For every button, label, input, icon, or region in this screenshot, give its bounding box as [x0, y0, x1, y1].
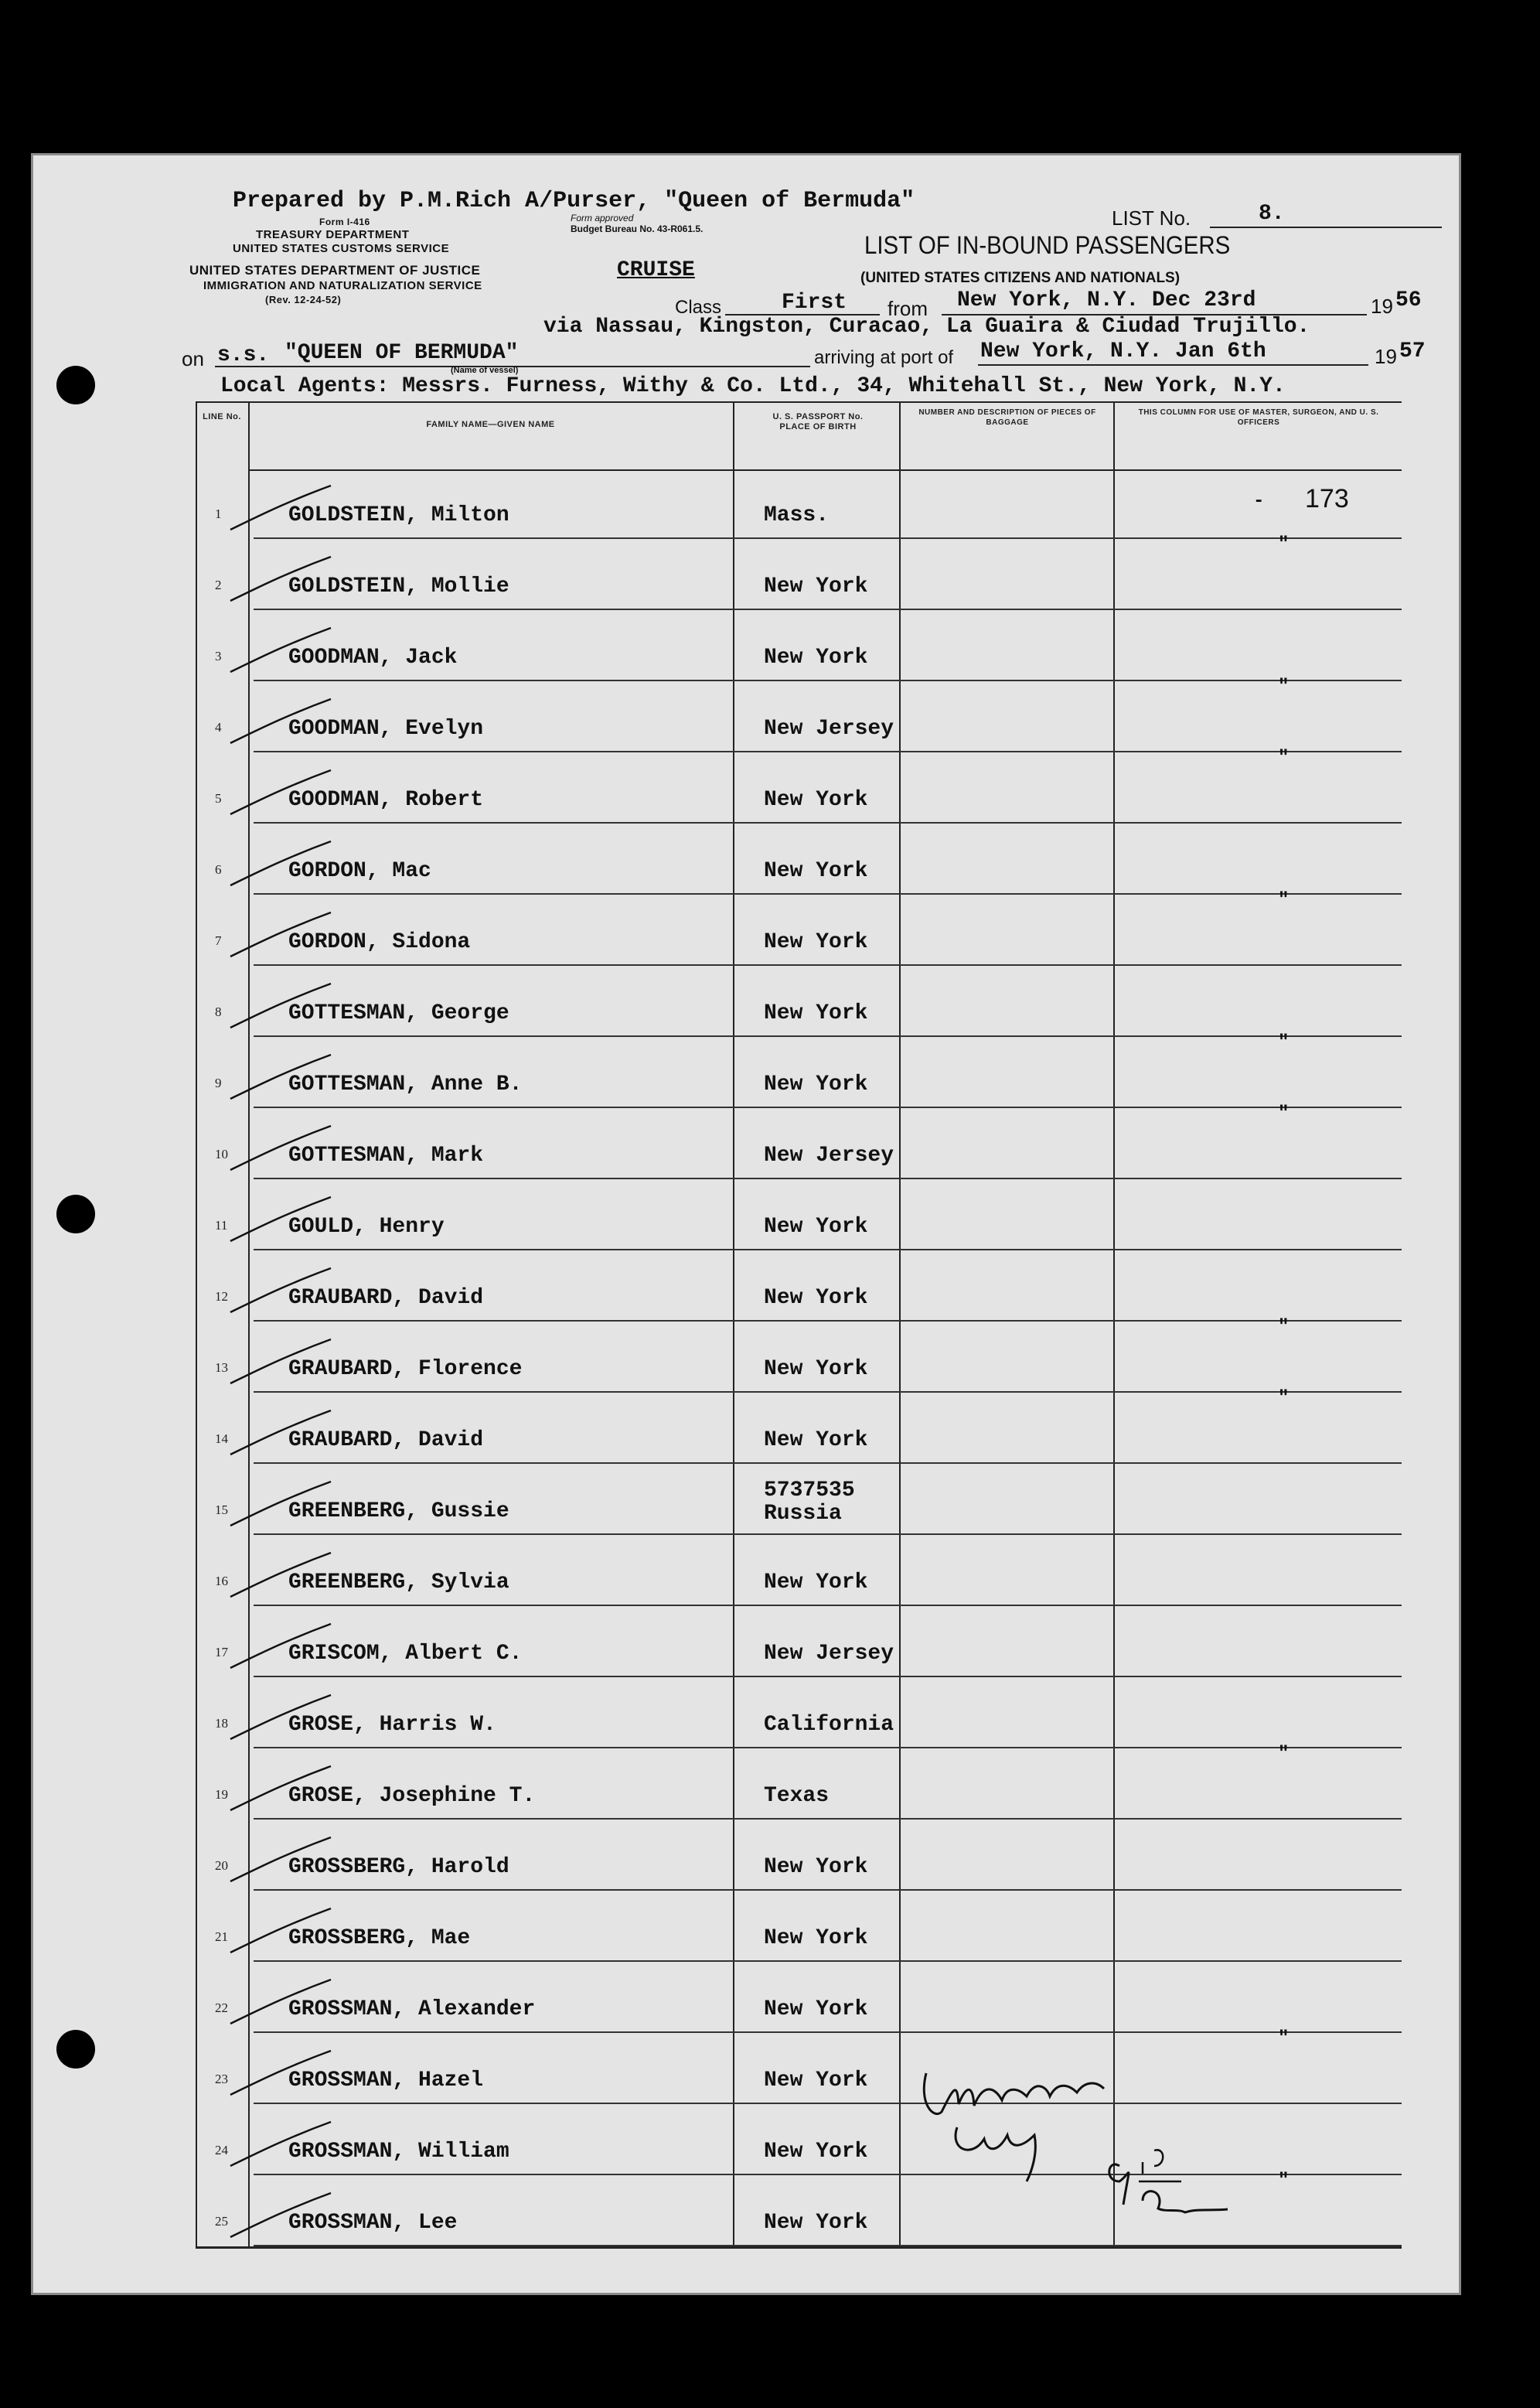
ss-label: s.s. — [217, 343, 270, 367]
birthplace: New York — [764, 2069, 868, 2093]
immigration-service: IMMIGRATION AND NATURALIZATION SERVICE — [203, 279, 482, 292]
arrival-year-suffix: 57 — [1399, 339, 1426, 363]
table-row — [196, 966, 1402, 1037]
handwritten-signature — [911, 2058, 1251, 2243]
birthplace: New York — [764, 788, 868, 812]
passport-number: 5737535 — [764, 1479, 855, 1502]
table-row — [196, 677, 1402, 752]
line-number: 7 — [215, 933, 222, 948]
table-row — [196, 1744, 1402, 1820]
table-top-border — [196, 401, 1402, 403]
document-subtitle: (UNITED STATES CITIZENS AND NATIONALS) — [860, 270, 1181, 286]
dept-of-justice: UNITED STATES DEPARTMENT OF JUSTICE — [189, 263, 481, 278]
col-header-baggage: NUMBER AND DESCRIPTION OF PIECES OF BAGGAGE — [918, 408, 1096, 427]
line-number: 14 — [215, 1431, 228, 1446]
line-number: 11 — [215, 1218, 228, 1233]
line-number: 15 — [215, 1502, 228, 1517]
birthplace: New York — [764, 1286, 868, 1310]
passenger-name: GRISCOM, Albert C. — [288, 1642, 523, 1666]
line-number: 9 — [215, 1076, 222, 1090]
line-number: 22 — [215, 2000, 228, 2015]
passenger-name: GOLDSTEIN, Mollie — [288, 575, 509, 599]
arriving-line — [978, 364, 1368, 366]
table-row — [196, 534, 1402, 610]
table-row — [196, 890, 1402, 966]
table-row — [196, 824, 1402, 895]
arrival-year-prefix: 19 — [1375, 345, 1397, 368]
line-number: 5 — [215, 791, 222, 806]
form-number: Form I-416 — [319, 217, 370, 227]
class-label: Class — [675, 297, 722, 318]
line-number: 3 — [215, 649, 222, 663]
document-page — [31, 153, 1461, 2295]
table-bottom-border — [196, 2246, 1402, 2249]
passenger-table — [196, 401, 1402, 2248]
birthplace: Russia — [764, 1502, 842, 1526]
table-row — [196, 1179, 1402, 1250]
passenger-name: GROSE, Harris W. — [288, 1713, 496, 1737]
passenger-name: GRAUBARD, David — [288, 1428, 484, 1452]
officer-mark: " — [1278, 1032, 1290, 1053]
row-rule — [254, 2245, 1402, 2246]
budget-bureau: Budget Bureau No. 43-R061.5. — [571, 223, 704, 234]
col-header-family-name: FAMILY NAME—GIVEN NAME — [426, 420, 555, 429]
table-row — [196, 1464, 1402, 1535]
col-header-line-no: LINE No. — [203, 412, 241, 421]
col-header-officers: THIS COLUMN FOR USE OF MASTER, SURGEON, AND U. S. OFFICERS — [1138, 408, 1379, 427]
passenger-name: GREENBERG, Gussie — [288, 1499, 509, 1523]
passenger-name: GOODMAN, Jack — [288, 646, 458, 670]
table-row — [196, 1606, 1402, 1677]
passenger-name: GROSSBERG, Harold — [288, 1855, 509, 1879]
birthplace: New York — [764, 1997, 868, 2021]
passenger-name: GOULD, Henry — [288, 1215, 445, 1239]
passenger-name: GROSSMAN, Alexander — [288, 1997, 536, 2021]
table-row — [196, 610, 1402, 681]
officer-mark: " — [1278, 534, 1290, 555]
from-year-suffix: 56 — [1395, 288, 1422, 312]
birthplace: New York — [764, 646, 868, 670]
birthplace: New York — [764, 859, 868, 883]
line-number: 16 — [215, 1574, 228, 1588]
customs-service: UNITED STATES CUSTOMS SERVICE — [233, 242, 450, 255]
officer-mark: " — [1278, 1744, 1290, 1765]
birthplace: Texas — [764, 1784, 830, 1808]
table-body — [196, 468, 1402, 2246]
line-number: 24 — [215, 2143, 228, 2157]
line-number: 21 — [215, 1929, 228, 1944]
punch-hole — [56, 1195, 95, 1233]
line-number: 19 — [215, 1787, 228, 1802]
passenger-name: GROSSMAN, William — [288, 2140, 509, 2164]
form-approved: Form approved — [571, 213, 634, 223]
passport-and-birthplace — [764, 1479, 855, 1526]
birthplace: New York — [764, 1001, 868, 1025]
passenger-name: GOTTESMAN, Anne B. — [288, 1073, 523, 1097]
birthplace: New Jersey — [764, 1642, 894, 1666]
class-value: First — [782, 291, 847, 315]
passenger-name: GOTTESMAN, Mark — [288, 1144, 484, 1168]
list-no-value: 8. — [1259, 202, 1285, 226]
passenger-name: GROSSBERG, Mae — [288, 1926, 471, 1950]
list-no-line — [1210, 227, 1442, 228]
officer-mark: " — [1278, 1388, 1290, 1409]
table-row — [196, 1250, 1402, 1322]
line-number: 10 — [215, 1147, 228, 1161]
officer-mark: " — [1278, 1103, 1290, 1124]
punch-hole — [56, 366, 95, 404]
from-value: New York, N.Y. Dec 23rd — [957, 288, 1256, 312]
line-number: 23 — [215, 2072, 228, 2086]
vessel-name: "QUEEN OF BERMUDA" — [284, 341, 519, 365]
birthplace: New York — [764, 1855, 868, 1879]
on-label: on — [182, 347, 204, 370]
birthplace: New York — [764, 930, 868, 954]
from-label: from — [888, 297, 928, 320]
passenger-name: GOLDSTEIN, Milton — [288, 503, 509, 527]
line-number: 13 — [215, 1360, 228, 1375]
table-row — [196, 1891, 1402, 1962]
passenger-name: GREENBERG, Sylvia — [288, 1571, 509, 1595]
birthplace: Mass. — [764, 503, 830, 527]
line-number: 12 — [215, 1289, 228, 1304]
table-row — [196, 1820, 1402, 1891]
birthplace: New Jersey — [764, 717, 894, 741]
passenger-name: GORDON, Mac — [288, 859, 431, 883]
passenger-name: GRAUBARD, David — [288, 1286, 484, 1310]
line-number: 8 — [215, 1004, 222, 1019]
birthplace: New York — [764, 1926, 868, 1950]
birthplace: New York — [764, 1215, 868, 1239]
passenger-name: GROSE, Josephine T. — [288, 1784, 536, 1808]
birthplace: New York — [764, 1428, 868, 1452]
officer-mark: " — [1278, 2171, 1290, 2191]
officer-mark: " — [1278, 890, 1290, 911]
document-title: LIST OF IN-BOUND PASSENGERS — [864, 231, 1231, 259]
table-row — [196, 1032, 1402, 1108]
passenger-name: GROSSMAN, Lee — [288, 2211, 458, 2235]
officer-mark: - — [1253, 491, 1265, 512]
officer-mark: " — [1278, 677, 1290, 698]
passenger-name: GORDON, Sidona — [288, 930, 471, 954]
table-row — [196, 1388, 1402, 1464]
table-row — [196, 1103, 1402, 1179]
line-number: 2 — [215, 578, 222, 592]
table-row — [196, 468, 1402, 539]
line-number: 25 — [215, 2214, 228, 2229]
vessel-caption: (Name of vessel) — [451, 366, 519, 375]
via-route: via Nassau, Kingston, Curacao, La Guaira & Ciudad Trujillo. — [543, 315, 1310, 339]
line-number: 20 — [215, 1858, 228, 1873]
col-header-passport: U. S. PASSPORT No. PLACE OF BIRTH — [772, 412, 864, 431]
passenger-name: GOODMAN, Evelyn — [288, 717, 484, 741]
cruise-label: CRUISE — [617, 258, 695, 282]
passenger-name: GOODMAN, Robert — [288, 788, 484, 812]
line-number: 18 — [215, 1716, 228, 1731]
list-no-label: LIST No. — [1112, 206, 1191, 230]
passenger-name: GOTTESMAN, George — [288, 1001, 509, 1025]
birthplace: New York — [764, 2140, 868, 2164]
line-number: 1 — [215, 506, 222, 521]
table-row — [196, 748, 1402, 824]
treasury-dept: TREASURY DEPARTMENT — [256, 228, 410, 241]
passenger-name: GRAUBARD, Florence — [288, 1357, 523, 1381]
birthplace: New York — [764, 1073, 868, 1097]
birthplace: New York — [764, 575, 868, 599]
page-number: 173 — [1305, 484, 1349, 513]
table-row — [196, 1535, 1402, 1606]
line-number: 17 — [215, 1645, 228, 1659]
arriving-value: New York, N.Y. Jan 6th — [980, 339, 1266, 363]
local-agents: Local Agents: Messrs. Furness, Withy & Co. Ltd., 34, Whitehall St., New York, N.Y. — [220, 374, 1286, 398]
table-row — [196, 1677, 1402, 1748]
passenger-name: GROSSMAN, Hazel — [288, 2069, 484, 2093]
birthplace: California — [764, 1713, 894, 1737]
line-number: 6 — [215, 862, 222, 877]
officer-mark: " — [1278, 1317, 1290, 1338]
table-row — [196, 1317, 1402, 1393]
birthplace: New York — [764, 2211, 868, 2235]
officer-mark: " — [1278, 748, 1290, 769]
arriving-label: arriving at port of — [814, 347, 954, 368]
table-row — [196, 1962, 1402, 2033]
prepared-by: Prepared by P.M.Rich A/Purser, "Queen of Bermuda" — [233, 188, 915, 214]
line-number: 4 — [215, 720, 222, 735]
punch-hole — [56, 2030, 95, 2069]
birthplace: New York — [764, 1571, 868, 1595]
from-year-prefix: 19 — [1371, 295, 1393, 318]
birthplace: New Jersey — [764, 1144, 894, 1168]
revision: (Rev. 12-24-52) — [265, 294, 342, 305]
birthplace: New York — [764, 1357, 868, 1381]
officer-mark: " — [1278, 2028, 1290, 2049]
